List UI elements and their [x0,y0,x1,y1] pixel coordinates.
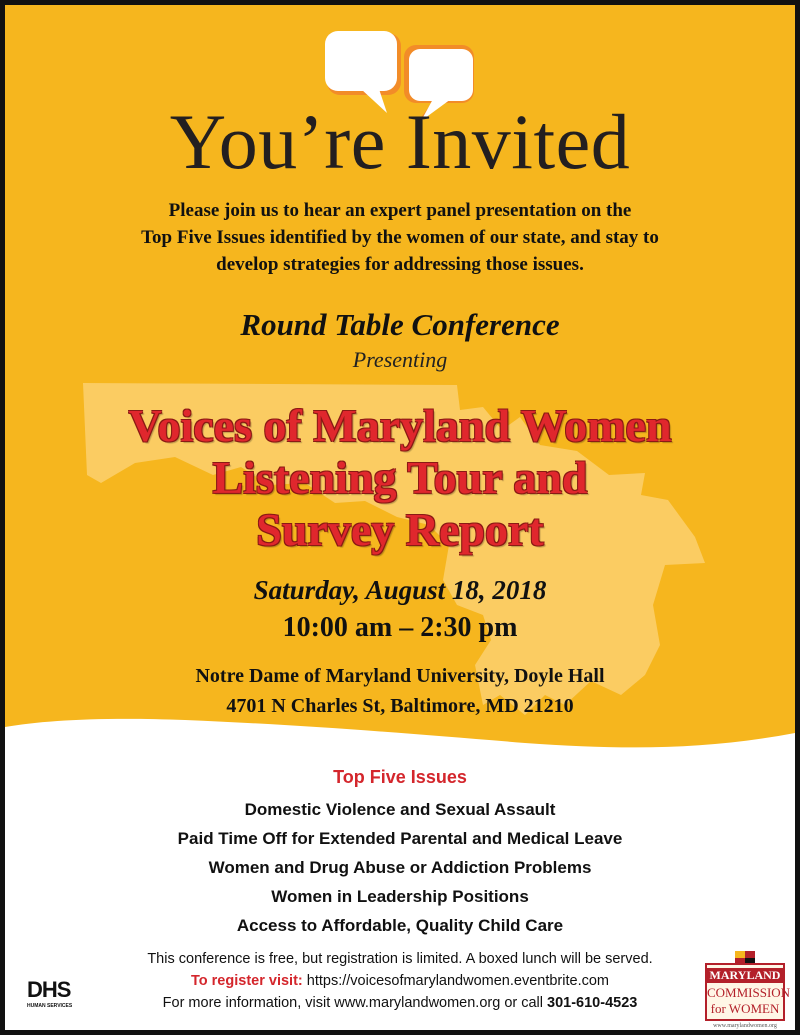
intro-line: develop strategies for addressing those issues. [216,254,584,275]
report-title-line: Voices of Maryland Women [128,400,672,451]
footer-note: This conference is free, but registration is limited. A boxed lunch will be served. [147,951,653,967]
mcw-state: MARYLAND [707,968,783,983]
intro-line: Top Five Issues identified by the women of our state, and stay to [141,227,659,248]
issue-item: Women and Drug Abuse or Addiction Problems [208,858,592,877]
mcw-url: www.marylandwomen.org [713,1023,777,1029]
contact-line [5,995,795,1011]
issue-item: Domestic Violence and Sexual Assault [244,800,556,819]
issue-item: Access to Affordable, Quality Child Care [236,916,564,935]
intro-line: Please join us to hear an expert panel presentation on the [168,200,632,221]
contact-text: For more information, visit www.marylandwomen.org or call [162,995,543,1011]
event-address: 4701 N Charles St, Baltimore, MD 21210 [226,695,574,717]
issue-item: Women in Leadership Positions [271,887,529,906]
report-title-line: Listening Tour and [212,452,588,503]
contact-phone[interactable]: 301-610-4523 [547,995,638,1011]
issue-item: Paid Time Off for Extended Parental and Medical Leave [177,829,623,848]
event-venue: Notre Dame of Maryland University, Doyle Hall [195,665,605,687]
dhs-letters: DHS [27,977,71,1002]
event-date: Saturday, August 18, 2018 [253,575,547,605]
mcw-logo-box [705,963,791,1021]
mcw-women: for WOMEN [710,1001,780,1016]
issues-heading: Top Five Issues [333,767,467,787]
event-time: 10:00 am – 2:30 pm [282,612,518,643]
mcw-commission: COMMISSION [707,985,791,1000]
maryland-commission-for-women-logo [705,949,791,1029]
invitation-title: You’re Invited [169,98,631,185]
conference-name: Round Table Conference [240,307,560,342]
dhs-subtitle: HUMAN SERVICES [27,1003,73,1009]
register-link[interactable]: https://voicesofmarylandwomen.eventbrite.com [306,973,609,989]
registration-line [5,973,795,989]
presenting-label: Presenting [352,347,448,372]
dhs-logo [27,977,89,1023]
report-title-line: Survey Report [256,504,544,555]
register-label: To register visit: [191,973,303,989]
